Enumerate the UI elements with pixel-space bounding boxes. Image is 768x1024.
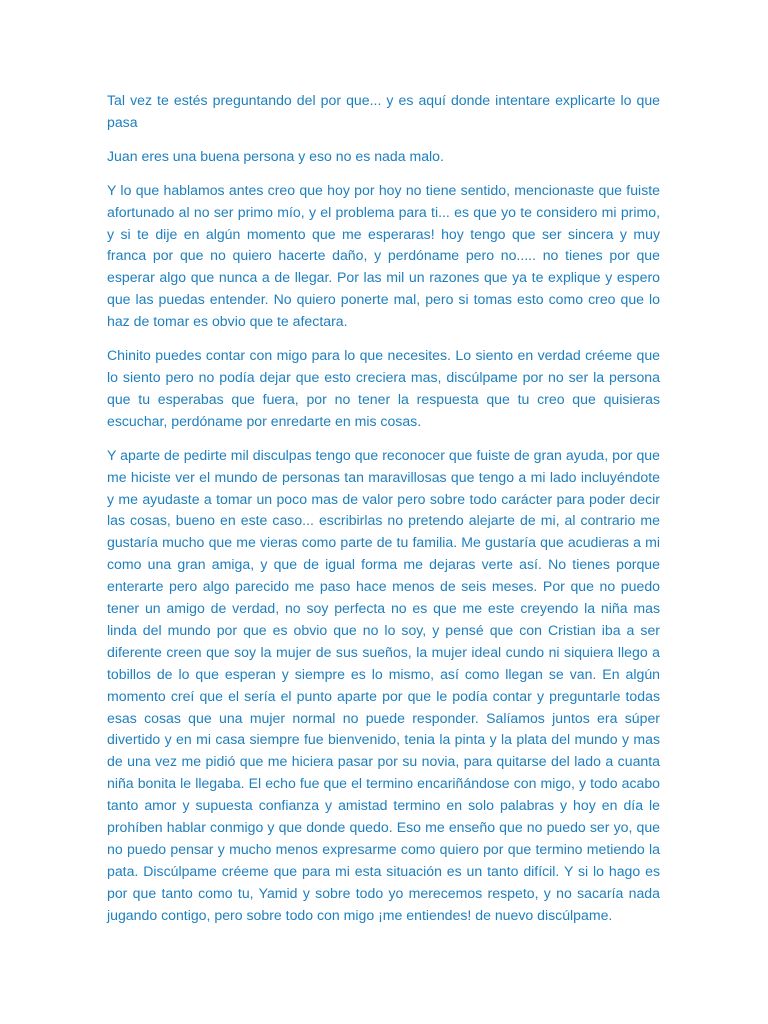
- paragraph-explanation: Y lo que hablamos antes creo que hoy por hoy no tiene sentido, mencionaste que fuiste afortunado al no ser primo mío, y el problema para ti... es que yo te considero mi primo, y si te dije en algún momento que me esperaras! hoy tengo que ser sincera y muy franca por que no quiero hacerte daño, y perdóname pero no..... no tienes por que esperar algo que nunca a de llegar. Por las mil un razones que ya te explique y espero que las puedas entender. No quiero ponerte mal, pero si tomas esto como creo que lo haz de tomar es obvio que te afectara.: [107, 181, 660, 330]
- document-page: [107, 90, 660, 939]
- paragraph-story: Y aparte de pedirte mil disculpas tengo que reconocer que fuiste de gran ayuda, por que me hiciste ver el mundo de personas tan maravillosas que tengo a mi lado incluyéndote y me ayudaste a tomar un poco mas de valor pero sobre todo carácter para poder decir las cosas, bueno en este caso... escribirlas no pretendo alejarte de mi, al contrario me gustaría mucho que me vieras como parte de tu familia. Me gustaría que acudieras a mi como una gran amiga, y que de igual forma me dejaras verte así. No tienes porque enterarte pero algo parecido me paso hace menos de seis meses. Por que no puedo tener un amigo de verdad, no soy perfecta no es que me este creyendo la niña mas linda del mundo por que es obvio que no lo soy, y pensé que con Cristian iba a ser diferente creen que soy la mujer de sus sueños, la mujer ideal cundo ni siquiera llego a tobillos de lo que esperan y siempre es lo mismo, así como llegan se van. En algún momento creí que el sería el punto aparte por que le podía contar y preguntarle todas esas cosas que una mujer normal no puede responder. Salíamos juntos era súper divertido y en mi casa siempre fue bienvenido, tenia la pinta y la plata del mundo y mas de una vez me pidió que me hiciera pasar por su novia, para quitarse del lado a cuanta niña bonita le llegaba. El echo fue que el termino encariñándose con migo, y todo acabo tanto amor y supuesta confianza y amistad termino en solo palabras y hoy en día le prohíben hablar conmigo y que donde quedo. Eso me enseño que no puedo ser yo, que no puedo pensar y mucho menos expresarme como quiero por que termino metiendo la pata. Discúlpame créeme que para mi esta situación es un tanto difícil. Y si lo hago es por que tanto como tu, Yamid y sobre todo yo merecemos respeto, y no sacaría nada jugando contigo, pero sobre todo con migo ¡me entiendes! de nuevo discúlpame.: [107, 446, 660, 923]
- paragraph-greeting: Juan eres una buena persona y eso no es nada malo.: [107, 147, 444, 164]
- paragraph-apology: Chinito puedes contar con migo para lo que necesites. Lo siento en verdad créeme que lo siento pero no podía dejar que esto creciera mas, discúlpame por no ser la persona que tu esperabas que fuera, por no tener la respuesta que tu creo que quisieras escuchar, perdóname por enredarte en mis cosas.: [107, 347, 660, 429]
- paragraph-intro: Tal vez te estés preguntando del por que... y es aquí donde intentare explicarte lo que pasa: [107, 92, 660, 130]
